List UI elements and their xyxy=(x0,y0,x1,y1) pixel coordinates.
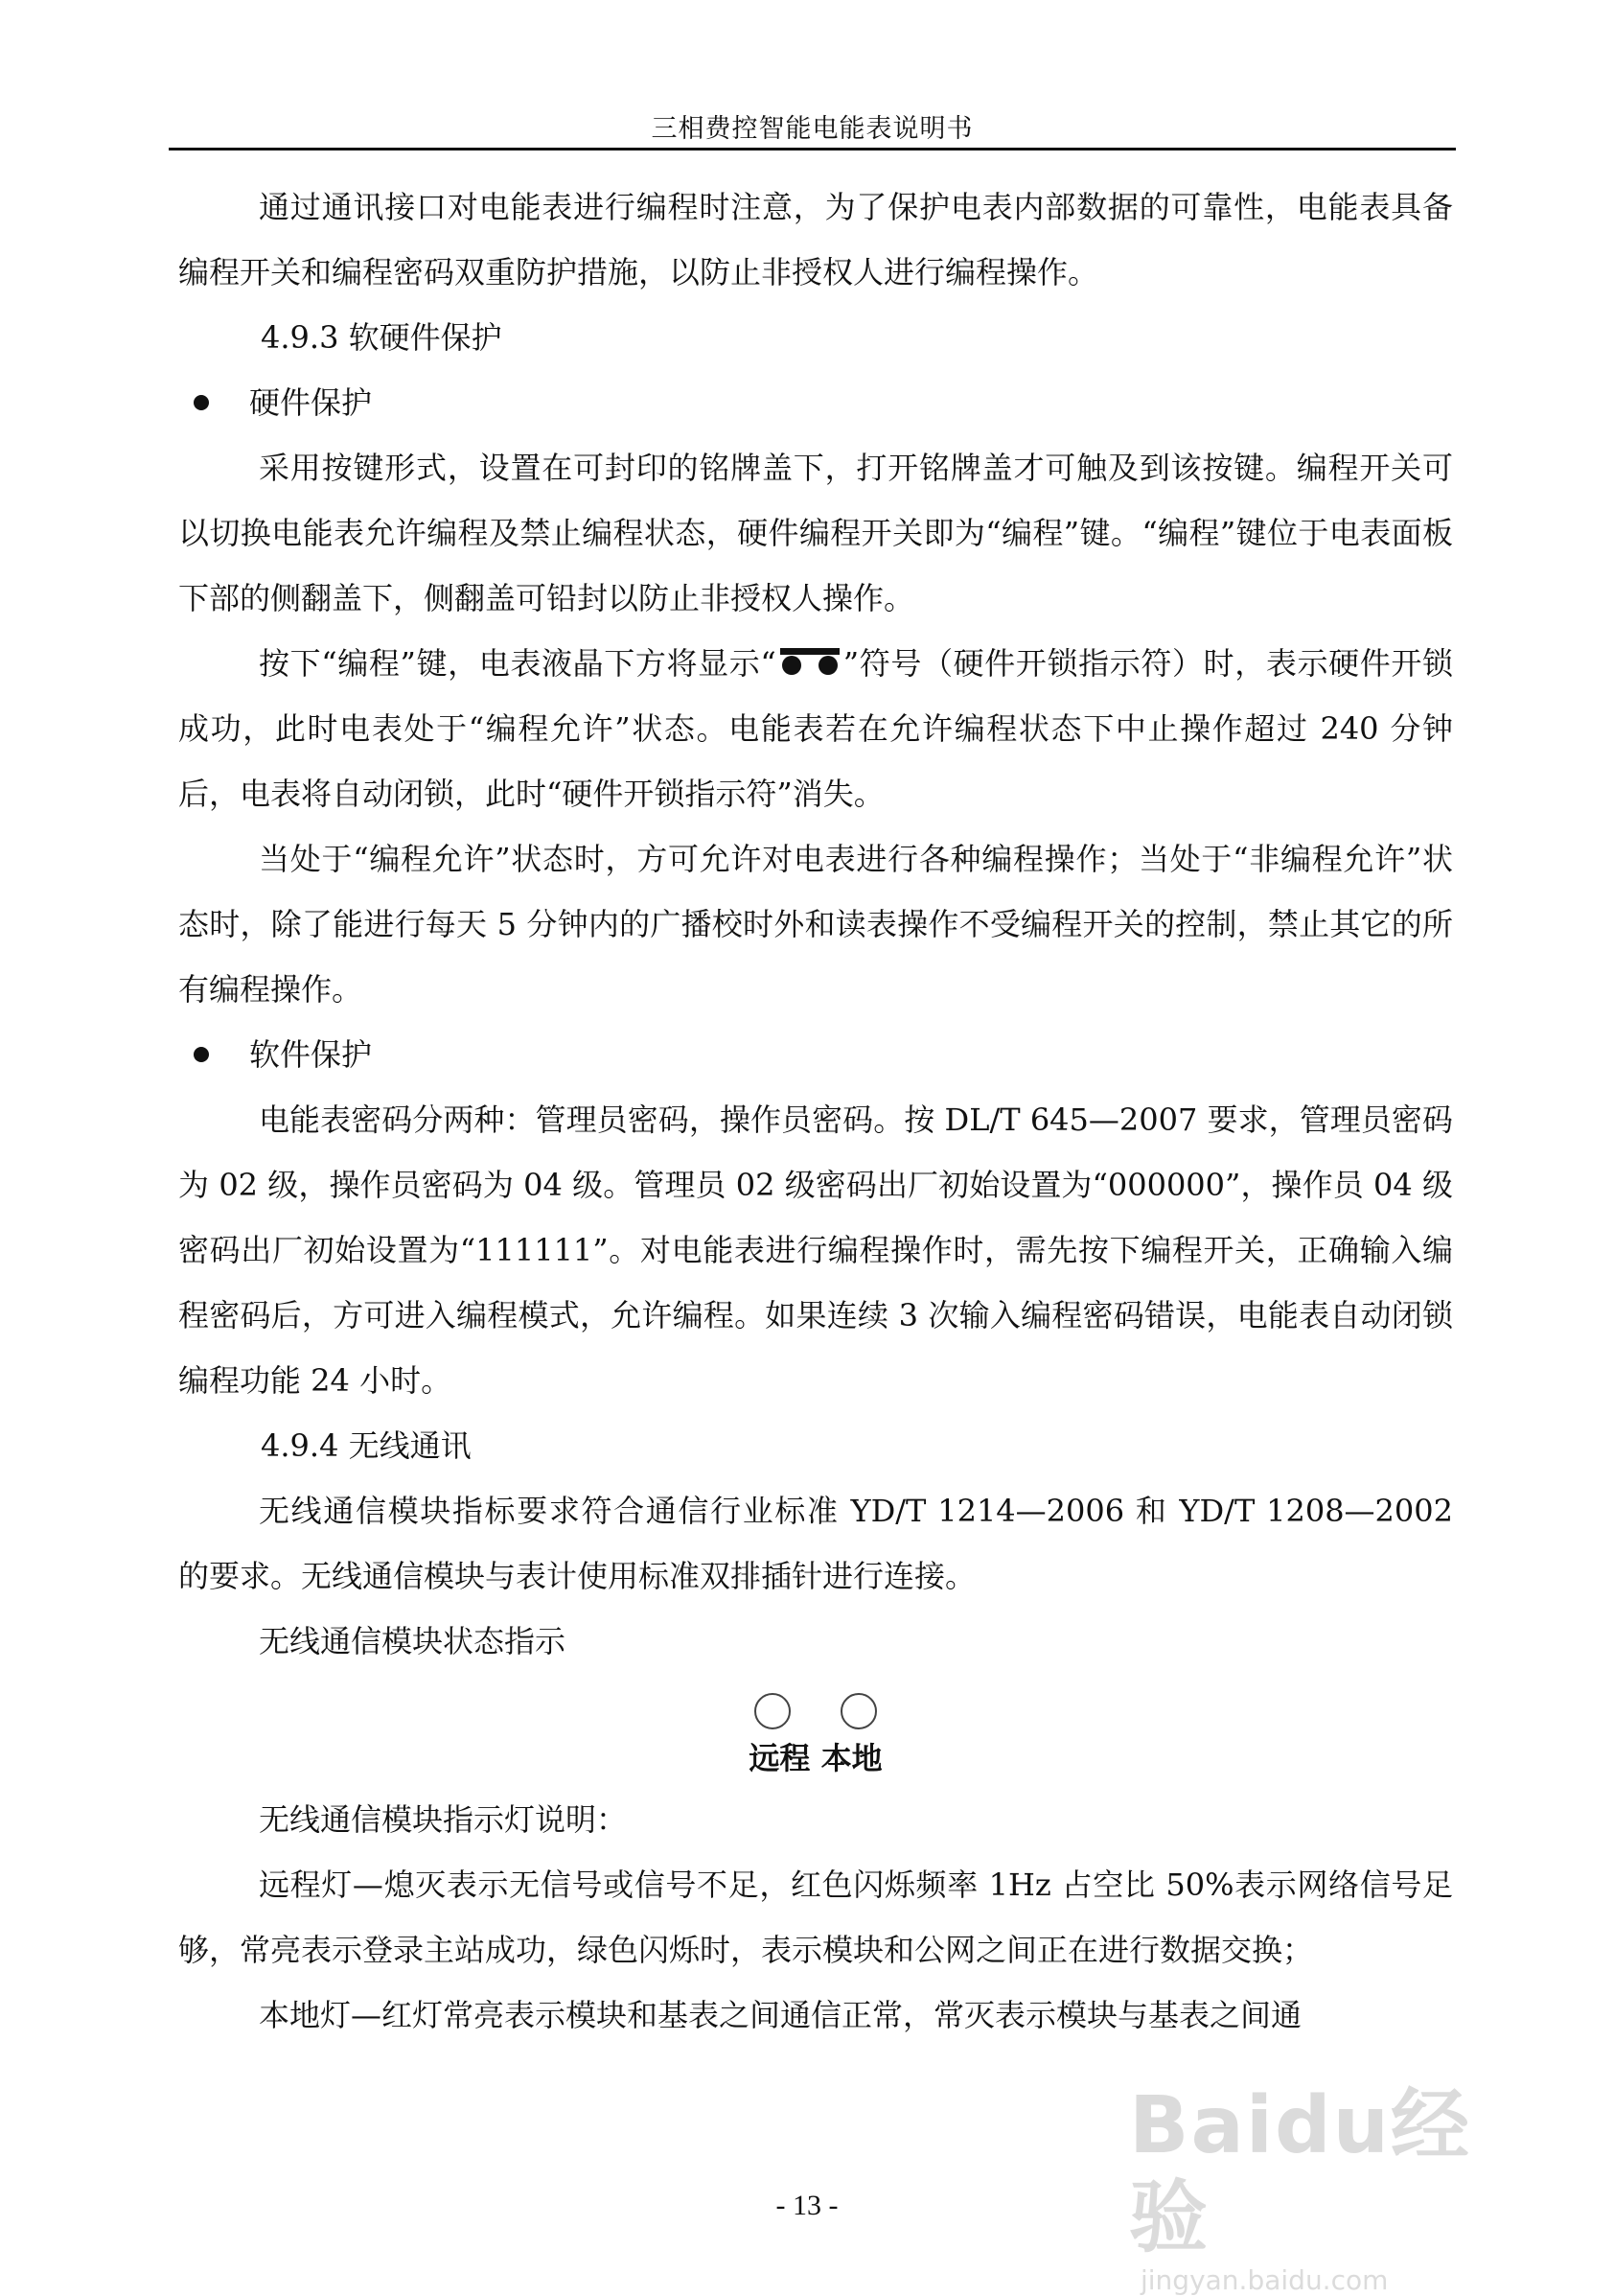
bullet-dot-icon xyxy=(194,395,209,410)
led-label-remote: 远程 xyxy=(749,1740,811,1776)
bullet-dot-icon xyxy=(194,1047,209,1062)
header-divider xyxy=(169,148,1456,151)
paragraph-wireless-standard: 无线通信模块指标要求符合通信行业标准 YD/T 1214—2006 和 YD/T 1208—2002 的要求。无线通信模块与表计使用标准双排插针进行连接。 xyxy=(178,1493,1453,1594)
led-indicator-figure xyxy=(178,1680,1453,1787)
paragraph-programming-note: 通过通讯接口对电能表进行编程时注意，为了保护电表内部数据的可靠性，电能表具备编程开关和编程密码双重防护措施，以防止非授权人进行编程操作。 xyxy=(178,189,1453,290)
led-label-local: 本地 xyxy=(820,1740,883,1776)
text-part: 按下“编程”键，电表液晶下方将显示“ xyxy=(259,645,776,682)
bullet-software-protection xyxy=(178,1022,1453,1087)
paragraph-hardware-key: 采用按键形式，设置在可封印的铭牌盖下，打开铭牌盖才可触及到该按键。编程开关可以切换电能表允许编程及禁止编程状态，硬件编程开关即为“编程”键。“编程”键位于电表面板下部的侧翻盖下，侧翻盖可铅封以防止非授权人操作。 xyxy=(178,450,1453,616)
watermark-logo: Baidu经验 xyxy=(1129,2080,1472,2263)
hardware-unlock-icon xyxy=(776,646,843,679)
paragraph-local-led: 本地灯—红灯常亮表示模块和基表之间通信正常，常灭表示模块与基表之间通 xyxy=(259,1997,1303,2033)
paragraph-status-indicator-title: 无线通信模块状态指示 xyxy=(259,1623,566,1659)
paragraph-led-description-title: 无线通信模块指示灯说明： xyxy=(259,1801,628,1838)
page-number: - 13 - xyxy=(775,2190,839,2221)
watermark-url: jingyan.baidu.com xyxy=(1141,2264,1389,2296)
bullet-hardware-protection xyxy=(178,370,1453,435)
local-led-icon xyxy=(841,1693,877,1729)
section-heading-4-9-3: 4.9.3 软硬件保护 xyxy=(261,319,502,356)
paragraph-remote-led: 远程灯—熄灭表示无信号或信号不足，红色闪烁频率 1Hz 占空比 50%表示网络信号足够，常亮表示登录主站成功，绿色闪烁时，表示模块和公网之间正在进行数据交换； xyxy=(178,1867,1453,1968)
document-body xyxy=(178,174,1453,2048)
paragraph-passwords: 电能表密码分两种：管理员密码，操作员密码。按 DL/T 645—2007 要求，管理员密码为 02 级，操作员密码为 04 级。管理员 02 级密码出厂初始设置为“000000”，操作员 04 级密码出厂初始设置为“111111”。对电能表进行编程操作时，需先按下编程开关，正确输入编程密码后，方可进入编程模式，允许编程。如果连续 3 次输入编程密码错误，电能表自动闭锁编程功能 24 小时。 xyxy=(178,1102,1453,1399)
remote-led-icon xyxy=(754,1693,791,1729)
section-heading-4-9-4: 4.9.4 无线通讯 xyxy=(261,1427,472,1464)
text-part: ”符号（硬件开锁指示符）时，表示硬件开锁成功，此时电表处于“编程允许”状态。电能表若在允许编程状态下中止操作超过 240 分钟后，电表将自动闭锁，此时“硬件开锁指示符”消失。 xyxy=(178,645,1453,812)
paragraph-programming-allowed: 当处于“编程允许”状态时，方可允许对电表进行各种编程操作；当处于“非编程允许”状态时，除了能进行每天 5 分钟内的广播校时外和读表操作不受编程开关的控制，禁止其它的所有编程操作。 xyxy=(178,841,1453,1008)
bullet-label: 软件保护 xyxy=(249,1036,373,1073)
bullet-label: 硬件保护 xyxy=(249,384,373,421)
document-header: 三相费控智能电能表说明书 xyxy=(651,114,974,144)
paragraph-unlock-symbol xyxy=(178,631,1453,826)
